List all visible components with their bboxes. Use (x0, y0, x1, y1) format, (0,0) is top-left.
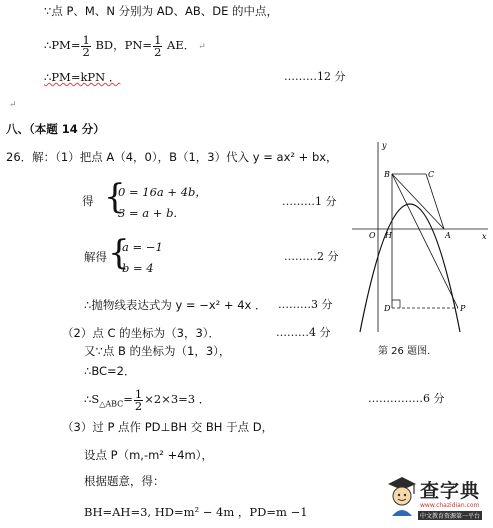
system1-row2: 3 = a + b． (118, 206, 185, 220)
parabola-expression: ∴抛物线表达式为 y = −x² + 4x ． (84, 298, 267, 312)
problem-lead: 26．解：（1）把点 A（4，0），B（1，3）代入 y = ax² + bx， (6, 150, 338, 164)
label-b: B (384, 170, 390, 179)
site-logo (384, 470, 492, 526)
left-brace-icon: { (108, 233, 130, 273)
label-x: x (482, 232, 487, 241)
part3-lengths: BH=AH=3, HD=m² − 4m ，PD=m −1 (84, 505, 308, 519)
label-o: O (369, 231, 376, 240)
label-c: C (428, 170, 435, 179)
score-6: ……………6 分 (368, 392, 445, 405)
ae-suffix: AE． (163, 38, 196, 52)
score-4: ………4 分 (276, 326, 331, 339)
label-p: P (460, 304, 466, 313)
system2-row1: a = −1 (122, 240, 163, 254)
label-a: A (445, 231, 451, 240)
label-h: H (385, 231, 392, 240)
system1-row1: 0 = 16a + 4b， (118, 185, 207, 199)
score-12: ………12 分 (284, 70, 346, 83)
logo-slogan: 中文教育资源第一平台 (420, 513, 481, 520)
paragraph-mark-icon: ↵ (9, 100, 17, 110)
part3-point-p: 设点 P（m,-m² +4m）， (84, 448, 213, 462)
part2-area: $\therefore S_{\triangle ABC}=$ $\frac{1}{2}$ ×2×3=3 ． (84, 386, 211, 413)
area-prefix: ∴S (84, 392, 100, 406)
system1-label: 得 (82, 194, 94, 208)
part2-point-c: （2）点 C 的坐标为（3，3）． (62, 326, 221, 340)
label-d: D (384, 304, 391, 313)
parabola-curve (360, 204, 460, 332)
logo-url: www.chazidian.com (420, 502, 480, 509)
figure-caption: 第 26 题图. (378, 346, 431, 357)
right-angle-mark (392, 300, 400, 308)
left-brace-icon: { (104, 177, 126, 217)
pm-kpn-text: ∴PM=kPN ． (44, 70, 121, 84)
fraction-half-1: $\frac{1}{2}$ (82, 32, 90, 59)
part2-bc: ∴BC=2． (84, 364, 136, 378)
part2-point-b: 又∵点 B 的坐标为（1，3）， (84, 344, 231, 358)
pm-prefix: ∴PM= (44, 38, 81, 52)
paragraph-mark-icon: ↵ (198, 42, 206, 52)
section-heading: 八、（本题 14 分） (6, 122, 105, 136)
proof-line-pm-kpn (44, 70, 120, 84)
area-subscript: △ABC (99, 399, 124, 409)
system2-label: 解得 (84, 250, 107, 264)
parabola-figure (348, 136, 492, 336)
score-3: ………3 分 (278, 298, 333, 311)
mascot-icon (384, 474, 420, 518)
fraction-half-3: $\frac{1}{2}$ (134, 386, 143, 413)
label-y: y (382, 141, 387, 150)
segment-ca (426, 174, 444, 229)
pn-mid: BD，PN= (91, 38, 153, 52)
part3-by-problem: 根据题意，得： (84, 474, 165, 488)
proof-line-midpoints: ∵点 P、M、N 分别为 AD、AB、DE 的中点， (44, 4, 278, 18)
fraction-half-2: $\frac{1}{2}$ (154, 32, 162, 59)
segment-bp (392, 174, 458, 308)
part3-construct: （3）过 P 点作 PD⊥BH 交 BH 于点 D， (62, 420, 274, 434)
segment-ba (392, 174, 444, 229)
score-1: ………1 分 (282, 195, 337, 208)
proof-line-pm-pn (44, 30, 206, 60)
area-suffix: ×2×3=3 ． (144, 392, 211, 406)
system2-row2: b = 4 (122, 261, 154, 275)
score-2: ………2 分 (284, 250, 339, 263)
logo-title: 查字典 (420, 480, 481, 502)
